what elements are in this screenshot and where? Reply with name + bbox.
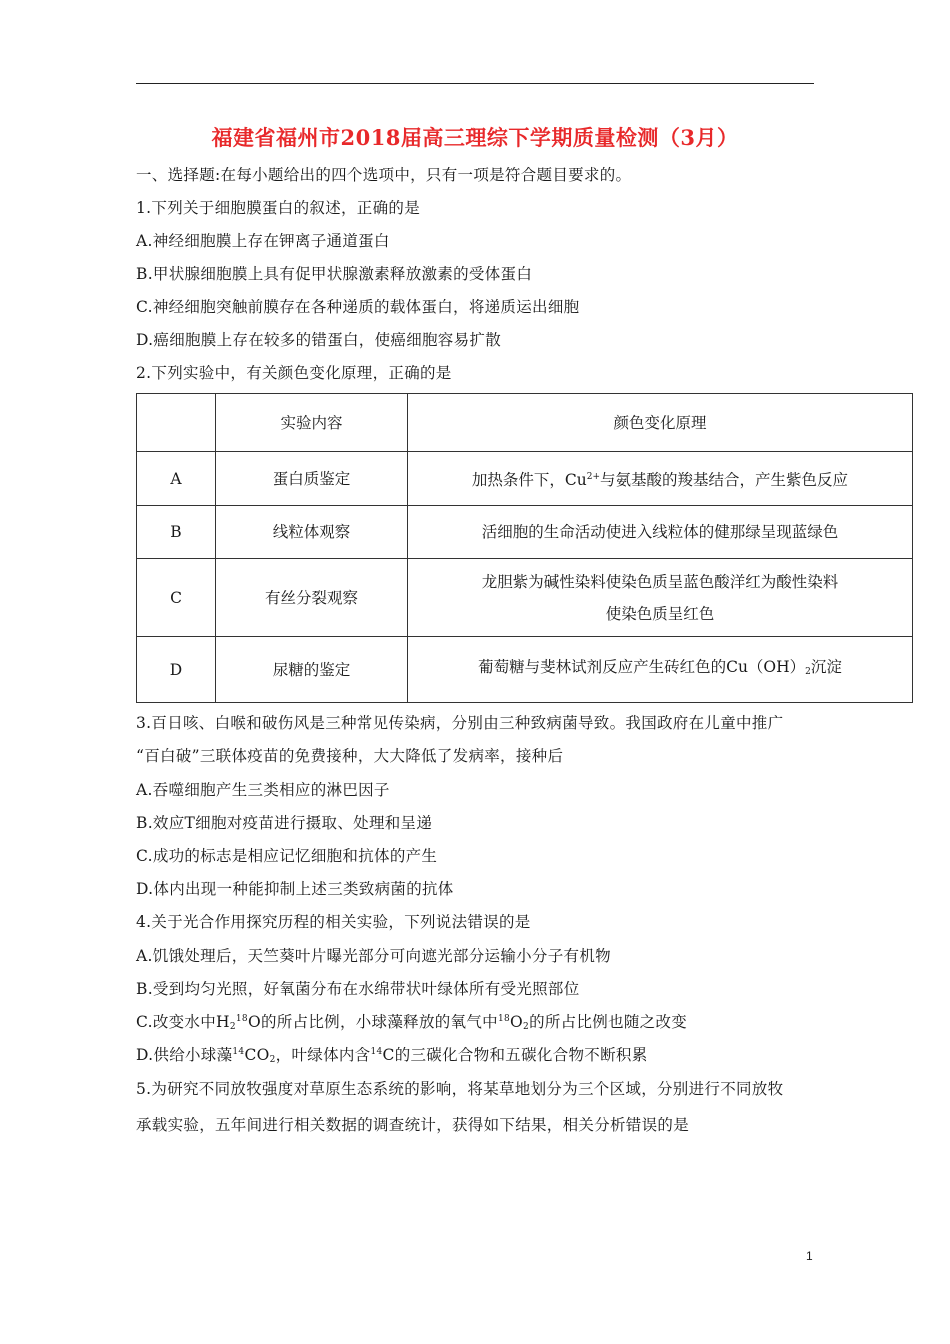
- q4-option-d: D.供给小球藻$^{14}CO_2$，叶绿体内含$^{14}$C的三碳化合物和五碳化合物不断积累: [136, 1046, 648, 1065]
- q3-stem-line2: “百白破”三联体疫苗的免费接种，大大降低了发病率，接种后: [136, 747, 564, 765]
- table-header-principle: 颜色变化原理: [408, 394, 913, 452]
- q5-stem-line1: 5.为研究不同放牧强度对草原生态系统的影响，将某草地划分为三个区域，分别进行不同放牧: [136, 1080, 784, 1098]
- row-content: 蛋白质鉴定: [216, 452, 408, 506]
- table-header-content: 实验内容: [216, 394, 408, 452]
- q1-option-d: D.癌细胞膜上存在较多的错蛋白，使癌细胞容易扩散: [136, 331, 502, 349]
- table-header-row: [137, 394, 913, 452]
- q4-option-a: A.饥饿处理后，天竺葵叶片曝光部分可向遮光部分运输小分子有机物: [136, 947, 611, 965]
- q4-stem: 4.关于光合作用探究历程的相关实验，下列说法错误的是: [136, 913, 531, 931]
- q1-option-a: A.神经细胞膜上存在钾离子通道蛋白: [136, 232, 390, 250]
- q4-option-b: B.受到均匀光照，好氧菌分布在水绵带状叶绿体所有受光照部位: [136, 980, 580, 998]
- table-header-blank: [137, 394, 216, 452]
- q1-option-b: B.甲状腺细胞膜上具有促甲状腺激素释放激素的受体蛋白: [136, 265, 533, 283]
- row-content: 线粒体观察: [216, 506, 408, 559]
- row-content: 尿糖的鉴定: [216, 637, 408, 703]
- row-principle: 葡萄糖与斐林试剂反应产生砖红色的$Cu(OH)_2$沉淀: [408, 637, 913, 703]
- row-label: D: [137, 637, 216, 703]
- table-row: [137, 506, 913, 559]
- q2-table: [136, 393, 913, 703]
- page-number: 1: [806, 1249, 813, 1263]
- q4-option-c: C.改变水中$H_2^{18}O$的所占比例，小球藻释放的氧气中$^{18}O_2$的所占比例也随之改变: [136, 1013, 688, 1032]
- row-label: A: [137, 452, 216, 506]
- q5-stem-line2: 承载实验，五年间进行相关数据的调查统计，获得如下结果，相关分析错误的是: [136, 1116, 690, 1134]
- q3-stem-line1: 3.百日咳、白喉和破伤风是三种常见传染病，分别由三种致病菌导致。我国政府在儿童中推广: [136, 714, 784, 732]
- table-row: [137, 637, 913, 703]
- q3-option-d: D.体内出现一种能抑制上述三类致病菌的抗体: [136, 880, 454, 898]
- row-label: C: [137, 559, 216, 637]
- q2-stem: 2.下列实验中，有关颜色变化原理，正确的是: [136, 364, 452, 382]
- q3-option-a: A.吞噬细胞产生三类相应的淋巴因子: [136, 781, 390, 799]
- header-rule: [136, 83, 814, 84]
- row-principle: 龙胆紫为碱性染料使染色质呈蓝色酸洋红为酸性染料 使染色质呈红色: [408, 559, 913, 637]
- q3-option-c: C.成功的标志是相应记忆细胞和抗体的产生: [136, 847, 438, 865]
- q3-option-b: B.效应T细胞对疫苗进行摄取、处理和呈递: [136, 814, 433, 832]
- section-instructions: 一、选择题:在每小题给出的四个选项中，只有一项是符合题目要求的。: [136, 166, 632, 184]
- row-principle: 加热条件下，$Cu^{2+}$与氨基酸的羧基结合，产生紫色反应: [408, 452, 913, 506]
- row-content: 有丝分裂观察: [216, 559, 408, 637]
- page-title: 福建省福州市2018届高三理综下学期质量检测（3月）: [211, 125, 739, 150]
- q1-stem: 1.下列关于细胞膜蛋白的叙述，正确的是: [136, 199, 420, 217]
- row-label: B: [137, 506, 216, 559]
- q1-option-c: C.神经细胞突触前膜存在各种递质的载体蛋白，将递质运出细胞: [136, 298, 580, 316]
- row-principle: 活细胞的生命活动使进入线粒体的健那绿呈现蓝绿色: [408, 506, 913, 559]
- table-row: [137, 452, 913, 506]
- table-row: [137, 559, 913, 637]
